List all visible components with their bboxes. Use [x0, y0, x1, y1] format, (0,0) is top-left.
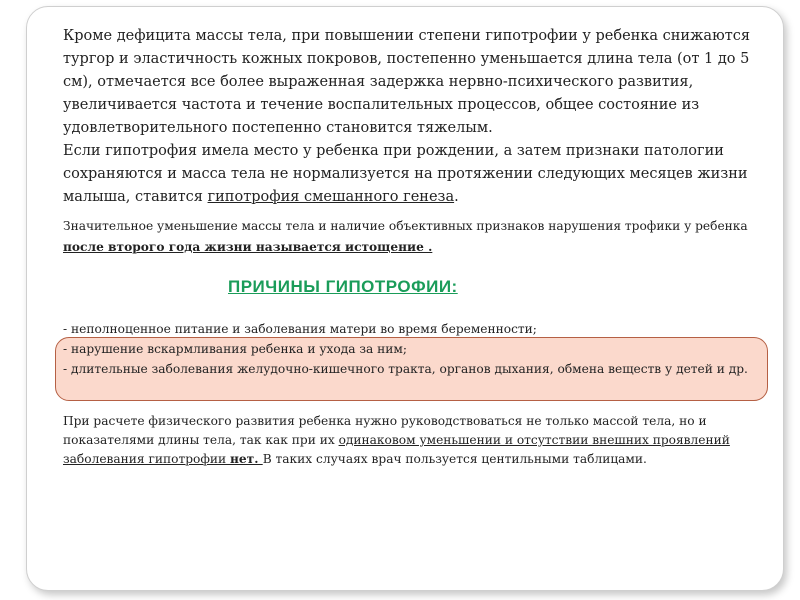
list-item: - нарушение вскармливания ребенка и ухода за ним;: [63, 342, 407, 356]
list-item: - длительные заболевания желудочно-кишечного тракта, органов дыхания, обмена веществ у детей и др.: [63, 362, 748, 376]
paragraph-hypotrophy-symptoms: [63, 25, 763, 209]
bold-phrase: нет.: [230, 452, 263, 466]
mixed-genesis-term: гипотрофия смешанного генеза: [207, 189, 455, 205]
paragraph-text: Значительное уменьшение массы тела и наличие объективных признаков нарушения трофики у ребенка: [63, 219, 748, 233]
underlined-phrase: одинаковом уменьшении и отсутствии внешних проявлений заболевания гипотрофии: [63, 433, 730, 466]
paragraph-text: В таких случаях врач пользуется центильными таблицами.: [262, 452, 647, 466]
causes-heading: ПРИЧИНЫ ГИПОТРОФИИ:: [228, 277, 458, 296]
causes-list: [63, 319, 763, 379]
exhaustion-term: после второго года жизни называется истощение .: [63, 240, 433, 254]
paragraph-exhaustion: [63, 216, 763, 258]
paragraph-text: При расчете физического развития ребенка нужно руководствоваться не только массой тела, но и показателями длины тела, так как при их: [63, 414, 707, 447]
paragraph-assessment: [63, 412, 763, 469]
paragraph-text: Если гипотрофия имела место у ребенка при рождении, а затем признаки патологии сохраняются и масса тела не нормализуется на протяжении следующих месяцев жизни малыша, ставится: [63, 143, 748, 205]
paragraph-end: .: [454, 189, 459, 205]
list-item: - неполноценное питание и заболевания матери во время беременности;: [63, 322, 537, 336]
paragraph-text: Кроме дефицита массы тела, при повышении степени гипотрофии у ребенка снижаются тургор и эластичность кожных покровов, постепенно уменьшается длина тела (от 1 до 5 см), отмечается все более выраженная задержка нервно-психического развития, увеличивается частота и течение воспалительных процессов, общее состояние из удовлетворительного постепенно становится тяжелым.: [63, 28, 750, 136]
